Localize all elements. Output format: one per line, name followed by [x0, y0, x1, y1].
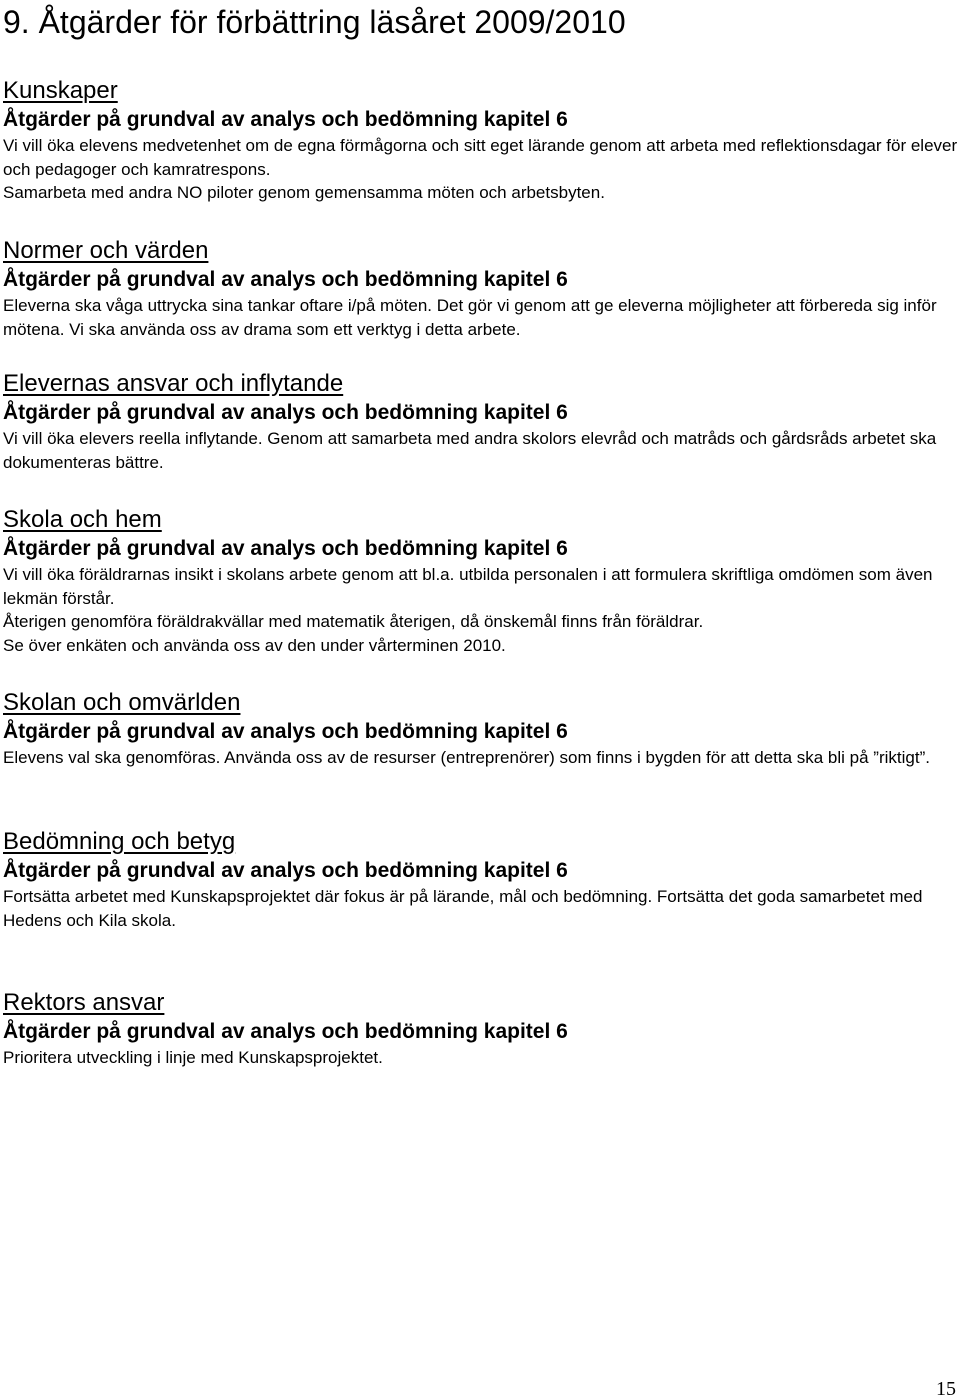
body-paragraph: Elevens val ska genomföras. Använda oss av de resurser (entreprenörer) som finns i bygden för att detta ska bli på ”riktigt”.	[3, 748, 930, 767]
body-paragraph: Eleverna ska våga uttrycka sina tankar oftare i/på möten. Det gör vi genom att ge eleverna möjligheter att förbereda sig inför mötena. Vi ska använda oss av drama som ett verktyg i detta arbete.	[3, 296, 937, 339]
body-paragraph: Återigen genomföra föräldrakvällar med matematik återigen, då önskemål finns från föräldrar.	[3, 612, 704, 631]
body-paragraph: Vi vill öka föräldrarnas insikt i skolans arbete genom att bl.a. utbilda personalen i att formulera skriftliga omdömen som även lekmän förstår.	[3, 565, 933, 608]
section-bedomning-och-betyg	[3, 827, 958, 932]
section-body	[3, 746, 958, 770]
section-body	[3, 294, 958, 341]
section-body	[3, 1046, 958, 1070]
page-number: 15	[936, 1378, 956, 1400]
body-paragraph: Se över enkäten och använda oss av den under vårterminen 2010.	[3, 635, 506, 655]
document-title: 9. Åtgärder för förbättring läsåret 2009/2010	[3, 4, 626, 40]
section-heading: Normer och värden	[3, 237, 209, 264]
section-heading: Skola och hem	[3, 506, 162, 533]
body-paragraph: Vi vill öka elevers reella inflytande. Genom att samarbeta med andra skolors elevråd och matråds och gårdsråds arbetet ska dokumenteras bättre.	[3, 429, 937, 472]
section-subheading: Åtgärder på grundval av analys och bedömning kapitel 6	[3, 1020, 568, 1043]
section-subheading: Åtgärder på grundval av analys och bedömning kapitel 6	[3, 108, 568, 131]
section-kunskaper	[3, 76, 958, 205]
section-subheading: Åtgärder på grundval av analys och bedömning kapitel 6	[3, 537, 568, 560]
body-paragraph: Fortsätta arbetet med Kunskapsprojektet där fokus är på lärande, mål och bedömning. Fortsätta det goda samarbetet med Hedens och Kila skola.	[3, 887, 923, 930]
section-subheading: Åtgärder på grundval av analys och bedömning kapitel 6	[3, 268, 568, 291]
body-paragraph: Prioritera utveckling i linje med Kunskapsprojektet.	[3, 1048, 383, 1067]
body-paragraph: Samarbeta med andra NO piloter genom gemensamma möten och arbetsbyten.	[3, 183, 605, 202]
section-body	[3, 885, 958, 932]
section-heading: Skolan och omvärlden	[3, 689, 241, 716]
section-body	[3, 427, 958, 474]
section-subheading: Åtgärder på grundval av analys och bedömning kapitel 6	[3, 720, 568, 743]
section-elevernas-ansvar	[3, 369, 958, 474]
section-normer-och-varden	[3, 236, 958, 341]
section-rektors-ansvar	[3, 988, 958, 1070]
section-skolan-och-omvarlden	[3, 688, 958, 770]
section-heading: Rektors ansvar	[3, 989, 165, 1016]
section-heading: Kunskaper	[3, 77, 118, 104]
section-skola-och-hem	[3, 505, 958, 657]
section-body	[3, 134, 958, 205]
section-subheading: Åtgärder på grundval av analys och bedömning kapitel 6	[3, 401, 568, 424]
section-heading: Bedömning och betyg	[3, 828, 236, 855]
section-body	[3, 563, 958, 657]
section-subheading: Åtgärder på grundval av analys och bedömning kapitel 6	[3, 859, 568, 882]
body-paragraph: Vi vill öka elevens medvetenhet om de egna förmågorna och sitt eget lärande genom att arbeta med reflektionsdagar för elever och pedagoger och kamratrespons.	[3, 136, 958, 179]
section-heading: Elevernas ansvar och inflytande	[3, 370, 344, 397]
